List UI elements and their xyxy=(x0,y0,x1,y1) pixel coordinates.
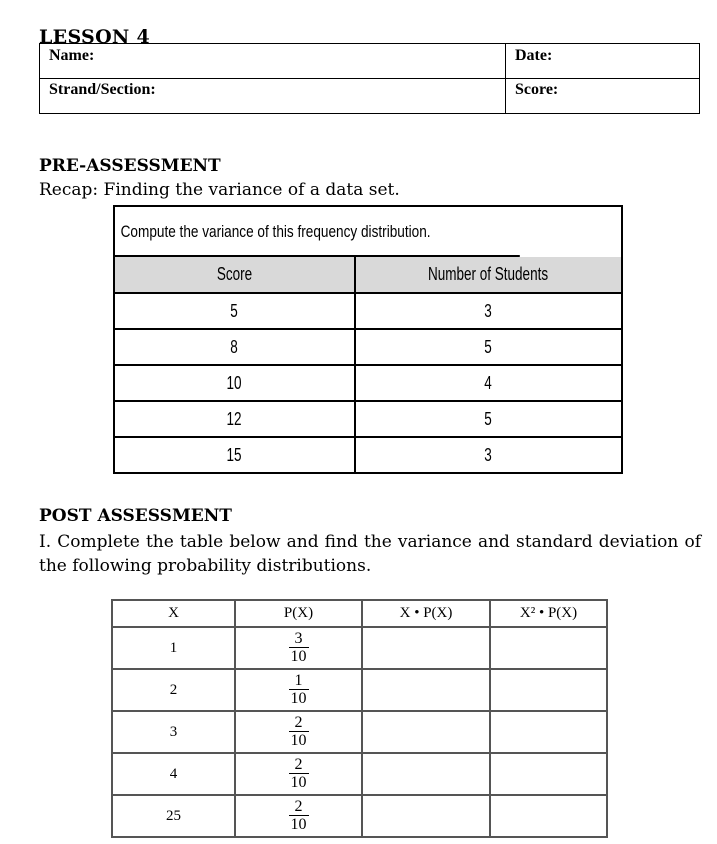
x-px-answer-cell[interactable] xyxy=(362,795,490,837)
name-field[interactable] xyxy=(40,44,506,79)
x-px-answer-cell[interactable] xyxy=(362,711,490,753)
post-assessment-heading: POST ASSESSMENT xyxy=(39,506,232,526)
strand-section-field[interactable] xyxy=(40,79,506,114)
fraction: $\frac{2}{10}$ xyxy=(290,798,307,833)
table-row xyxy=(115,293,621,329)
x-cell: 25 xyxy=(112,795,235,837)
date-label: Date: xyxy=(515,47,553,64)
column-header-x: X xyxy=(112,600,235,627)
score-field[interactable] xyxy=(506,79,700,114)
x-cell: 1 xyxy=(112,627,235,669)
score-cell: 10 xyxy=(226,372,243,393)
fraction: $\frac{3}{10}$ xyxy=(290,630,307,665)
px-cell xyxy=(235,711,362,753)
table-row xyxy=(112,627,607,669)
x2-px-answer-cell[interactable] xyxy=(490,669,607,711)
column-header-score: Score xyxy=(115,257,355,293)
fraction: $\frac{2}{10}$ xyxy=(290,714,307,749)
probability-distribution-table xyxy=(111,599,608,838)
x-px-answer-cell[interactable] xyxy=(362,753,490,795)
name-label: Name: xyxy=(49,47,95,64)
score-cell: 12 xyxy=(226,408,243,429)
recap-text: Recap: Finding the variance of a data set. xyxy=(39,180,400,200)
table-row xyxy=(112,795,607,837)
score-cell: 5 xyxy=(230,300,239,321)
strand-section-label: Strand/Section: xyxy=(49,81,156,98)
table-row xyxy=(115,329,621,365)
table-row xyxy=(115,437,621,473)
score-cell: 8 xyxy=(230,336,239,357)
fraction: $\frac{1}{10}$ xyxy=(290,672,307,707)
table-row xyxy=(112,669,607,711)
column-header-px: P(X) xyxy=(235,600,362,627)
x2-px-answer-cell[interactable] xyxy=(490,627,607,669)
table-row xyxy=(115,401,621,437)
x-cell: 4 xyxy=(112,753,235,795)
score-cell: 15 xyxy=(226,444,243,465)
column-header-x2-px: X² • P(X) xyxy=(490,600,607,627)
lesson-title: LESSON 4 xyxy=(39,26,151,48)
students-cell: 4 xyxy=(484,372,493,393)
students-cell: 3 xyxy=(484,300,493,321)
score-label: Score: xyxy=(515,81,559,98)
x-cell: 3 xyxy=(112,711,235,753)
column-header-x-px: X • P(X) xyxy=(362,600,490,627)
table-row xyxy=(112,711,607,753)
fraction: $\frac{2}{10}$ xyxy=(290,756,307,791)
pre-assessment-heading: PRE-ASSESSMENT xyxy=(39,156,221,176)
students-cell: 3 xyxy=(484,444,493,465)
x2-px-answer-cell[interactable] xyxy=(490,711,607,753)
post-assessment-instructions: I. Complete the table below and find the variance and standard deviation of the following probability distributions. xyxy=(39,532,701,576)
px-cell xyxy=(235,627,362,669)
students-cell: 5 xyxy=(484,408,493,429)
table-row xyxy=(112,753,607,795)
date-field[interactable] xyxy=(506,44,700,79)
x2-px-answer-cell[interactable] xyxy=(490,753,607,795)
px-cell xyxy=(235,669,362,711)
table-row xyxy=(115,365,621,401)
x-px-answer-cell[interactable] xyxy=(362,669,490,711)
frequency-table-caption: Compute the variance of this frequency distribution. xyxy=(115,207,520,257)
x-px-answer-cell[interactable] xyxy=(362,627,490,669)
students-cell: 5 xyxy=(484,336,493,357)
column-header-students: Number of Students xyxy=(355,257,621,293)
px-cell xyxy=(235,753,362,795)
x2-px-answer-cell[interactable] xyxy=(490,795,607,837)
student-info-table xyxy=(39,43,700,114)
px-cell xyxy=(235,795,362,837)
x-cell: 2 xyxy=(112,669,235,711)
frequency-distribution-table xyxy=(113,205,623,474)
